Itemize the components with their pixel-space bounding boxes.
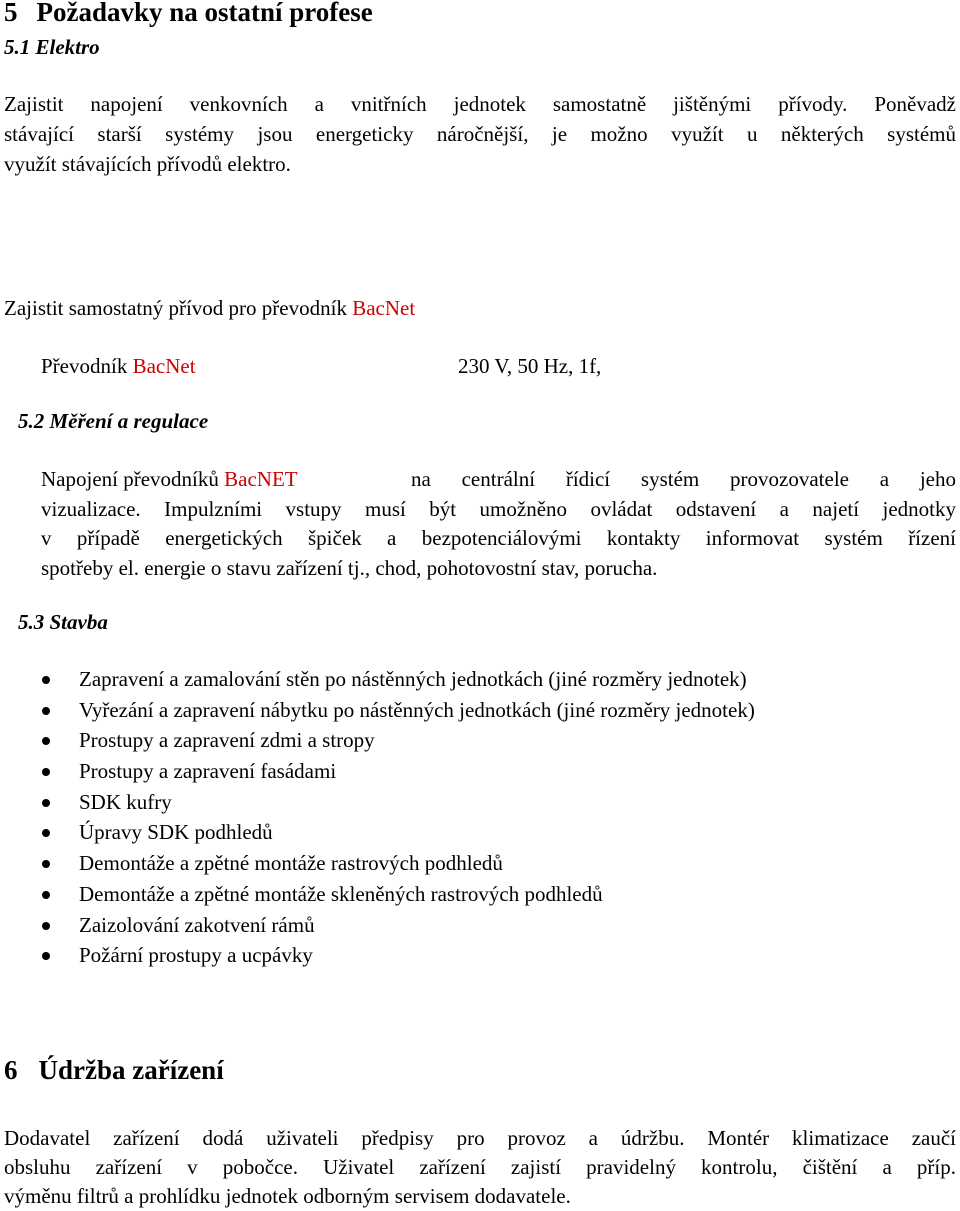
subsection-5-2-heading: 5.2 Měření a regulace [18,409,209,433]
s6-line-1: Dodavatel zařízení dodá uživateli předpisy pro provoz a údržbu. Montér klimatizace zaučí [4,1126,956,1150]
subsection-5-3-heading: 5.3 Stavba [18,610,108,634]
s52-line-1-text: Napojení převodníků [41,467,225,491]
bullet-icon [42,952,50,960]
list-item [40,940,755,971]
list-item [40,756,755,787]
list-item-text: Prostupy a zapravení zdmi a stropy [79,728,375,753]
bullet-icon [42,799,50,807]
list-item-text: Vyřezání a zapravení nábytku po nástěnných jednotkách (jiné rozměry jednotek) [79,697,755,722]
list-item [40,910,755,941]
section-5-number: 5 [4,0,18,27]
section-5-heading [4,0,373,28]
list-item-text: Zapravení a zamalování stěn po nástěnných jednotkách (jiné rozměry jednotek) [79,667,747,691]
subsection-5-1-heading: 5.1 Elektro [4,35,100,59]
converter-label [41,351,196,381]
converter-spec: 230 V, 50 Hz, 1f, [458,354,602,378]
section-6-heading [4,1055,224,1086]
list-item [40,879,755,910]
converter-text: Převodník [41,354,133,378]
list-item [40,725,755,756]
list-item-text: Požární prostupy a ucpávky [79,943,313,968]
list-item [40,664,755,695]
bullet-icon [42,676,50,684]
list-item [40,848,755,879]
list-item-text: Prostupy a zapravení fasádami [79,759,337,784]
supply-line [4,293,415,323]
s51-para-line-2: stávající starší systémy jsou energeticky náročnější, je možno využít u některých systémů [4,122,956,146]
bullet-icon [42,707,50,715]
bullet-icon [42,829,50,837]
list-item [40,817,755,848]
s51-para-line-3: využít stávajících přívodů elektro. [4,152,291,176]
list-item-text: Zaizolování zakotvení rámů [79,912,315,937]
supply-text: Zajistit samostatný přívod pro převodník [4,296,353,320]
s52-line-2: vizualizace. Impulzními vstupy musí být umožněno ovládat odstavení a najetí jednotky [41,497,956,521]
s6-line-2: obsluhu zařízení v pobočce. Uživatel zařízení zajistí pravidelný kontrolu, čištění a příp. [4,1155,956,1179]
s52-line-3: v případě energetických špiček a bezpotenciálovými kontakty informovat systém řízení [41,526,956,550]
bullet-icon [42,891,50,899]
section-6-number: 6 [4,1055,18,1085]
s51-para-line-1: Zajistit napojení venkovních a vnitřních jednotek samostatně jištěnými přívody. Poněvadž [4,92,956,116]
bullet-icon [42,922,50,930]
list-item [40,787,755,818]
converter-bacnet: BacNet [132,354,196,378]
s52-line-1-start [41,464,298,494]
s52-line-1-end: na centrální řídicí systém provozovatele a jeho [411,467,956,491]
bullet-icon [42,737,50,745]
list-item [40,695,755,726]
supply-bacnet: BacNet [352,296,416,320]
list-item-text: Demontáže a zpětné montáže skleněných rastrových podhledů [79,881,603,906]
s52-line-4: spotřeby el. energie o stavu zařízení tj., chod, pohotovostní stav, porucha. [41,556,658,580]
bullet-icon [42,860,50,868]
list-item-text: SDK kufry [79,789,172,814]
list-item-text: Demontáže a zpětné montáže rastrových podhledů [79,851,503,876]
s6-line-3: výměnu filtrů a prohlídku jednotek odborným servisem dodavatele. [4,1184,571,1208]
section-6-title: Údržba zařízení [38,1055,224,1085]
bullet-icon [42,768,50,776]
s52-bacnet: BacNET [224,467,298,491]
list-item-text: Úpravy SDK podhledů [79,820,273,845]
section-5-title: Požadavky na ostatní profese [36,0,373,27]
stavba-list [40,664,755,971]
